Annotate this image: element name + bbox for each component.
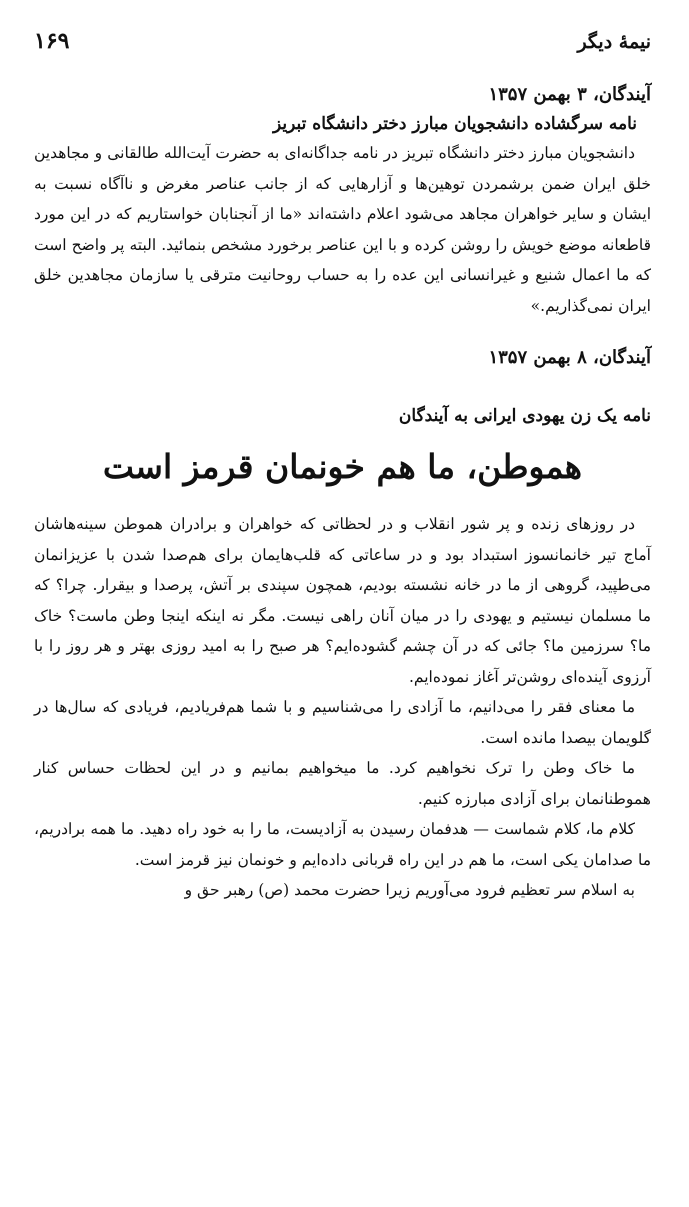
letter-headline: هموطن، ما هم خونمان قرمز است — [102, 447, 583, 486]
dateline: آیندگان، ۳ بهمن ۱۳۵۷ — [488, 84, 651, 105]
body-paragraph: به اسلام سر تعظیم فرود می‌آوریم زیرا حضرت محمد (ص) رهبر حق و — [184, 881, 635, 899]
body-paragraph: در روزهای زنده و پر شور انقلاب و در لحظاتی که خواهران و برادران هموطن سینه‌هاشان آماج تیر خانمانسوز استبداد بود و در ساعاتی که قلب‌هایمان برای هم‌صدا شدن با عزیزانمان می‌طپید، گروهی از ما در خانه نشسته بودیم، همچون سپندی بر آتش، پرصدا و بیقرار. چرا؟ که ما مسلمان نیستیم و یهودی را در میان آنان راهی نیست. مگر نه اینکه اینجا وطن ماست؟ خاک ما؟ سرزمین ما؟ جائی که در آن چشم گشوده‌ایم؟ هر صبح را به امید روزی بهتر و هر روز را با آرزوی آینده‌ای روشن‌تر آغاز نموده‌ایم. — [34, 515, 651, 686]
entry-ayandegan-8-bahman — [34, 343, 651, 906]
page-number: ۱۶۹ — [34, 28, 70, 54]
body-paragraph: ما معنای فقر را می‌دانیم، ما آزادی را می‌شناسیم و با شما هم‌فریادیم، فریادی که سال‌ها در گلو‌یمان بیصدا مانده است. — [34, 698, 651, 747]
entry-ayandegan-3-bahman — [34, 80, 651, 321]
letter-subtitle: نامه یک زن یهودی ایرانی به آیندگان — [398, 406, 651, 426]
running-head — [34, 28, 651, 70]
body-paragraph: کلام ما، کلام شماست — هدفمان رسیدن به آزادیست، ما را به خود راه دهید. ما همه برادریم، ما صدامان یکی است، ما هم در این راه قربانی داده‌ایم و خونمان نیز قرمز است. — [34, 820, 651, 869]
letter-title: نامه سرگشاده دانشجویان مبارز دختر دانشگاه تبریز — [273, 114, 637, 134]
book-title: نیمهٔ دیگر — [577, 31, 651, 53]
body-paragraph: دانشجویان مبارز دختر دانشگاه تبریز در نامه جداگانه‌ای به حضرت آیت‌الله طالقانی و مجاهدین خلق ایران ضمن برشمردن توهین‌ها و آزارهایی که از جانب عناصر مغرض و ناآگاه نسبت به ایشان و سایر خواهران مجاهد می‌شود اعلام داشته‌اند «ما از آنجنابان خواستاریم که در این مورد قاطعانه موضع خویش را روشن کرده و با این عناصر برخورد مشخص بنمائید. البته پر واضح است که ما اعمال شنیع و غیرانسانی این عده را به حساب روحانیت مترقی یا سازمان مجاهدین خلق ایران نمی‌گذاریم.» — [34, 144, 651, 315]
body-paragraph: ما خاک وطن را ترک نخواهیم کرد. ما میخواهیم بمانیم و در این لحظات حساس کنار هموطنانمان برای آزادی مبارزه کنیم. — [34, 759, 651, 808]
dateline: آیندگان، ۸ بهمن ۱۳۵۷ — [488, 347, 651, 368]
